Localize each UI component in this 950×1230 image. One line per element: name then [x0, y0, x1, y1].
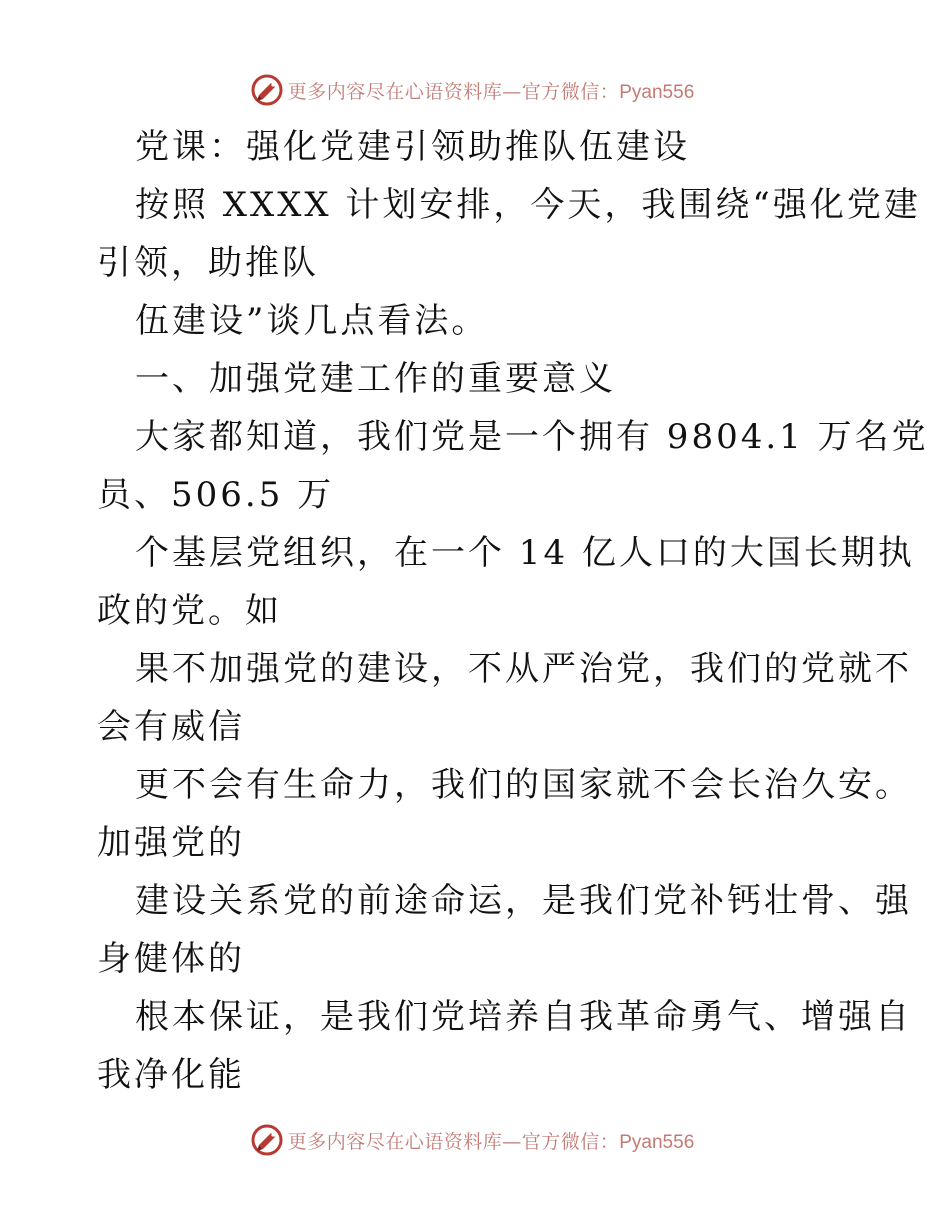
watermark-dash: —	[502, 1130, 522, 1153]
paragraph-line: 果不加强党的建设，不从严治党，我们的党就不	[135, 649, 912, 689]
paragraph-line: 根本保证，是我们党培养自我革命勇气、增强自	[135, 997, 912, 1037]
paragraph-line: 加强党的	[97, 823, 245, 863]
paragraph-line: 个基层党组织，在一个 14 亿人口的大国长期执	[135, 533, 915, 573]
watermark-wechat-id: Pyan556	[619, 1131, 695, 1153]
watermark-main-text: 更多内容尽在心语资料库	[287, 1130, 503, 1153]
paragraph-line: 我净化能	[97, 1055, 245, 1095]
paragraph-line: 按照 XXXX 计划安排，今天，我围绕“强化党建	[135, 185, 921, 225]
paragraph-line: 引领，助推队	[97, 243, 319, 283]
watermark-main-text: 更多内容尽在心语资料库	[287, 80, 503, 103]
watermark-dash: —	[502, 80, 522, 103]
paragraph-line: 大家都知道，我们党是一个拥有 9804.1 万名党	[135, 417, 929, 457]
watermark-wechat-label: 官方微信：	[521, 80, 620, 103]
section-heading: 一、加强党建工作的重要意义	[135, 359, 616, 399]
paragraph-line: 政的党。如	[97, 591, 282, 631]
paragraph-line: 更不会有生命力，我们的国家就不会长治久安。	[135, 765, 912, 805]
paragraph-line: 会有威信	[97, 707, 245, 747]
header-watermark	[0, 70, 950, 110]
footer-watermark	[0, 1120, 950, 1160]
paragraph-line: 伍建设”谈几点看法。	[135, 301, 489, 341]
pen-logo-icon	[250, 73, 284, 107]
paragraph-line: 员、506.5 万	[97, 475, 335, 515]
pen-logo-icon	[250, 1123, 284, 1157]
watermark-wechat-id: Pyan556	[619, 81, 695, 103]
watermark-wechat-label: 官方微信：	[521, 1130, 620, 1153]
document-title: 党课：强化党建引领助推队伍建设	[135, 127, 690, 167]
paragraph-line: 身健体的	[97, 939, 245, 979]
paragraph-line: 建设关系党的前途命运，是我们党补钙壮骨、强	[135, 881, 912, 921]
